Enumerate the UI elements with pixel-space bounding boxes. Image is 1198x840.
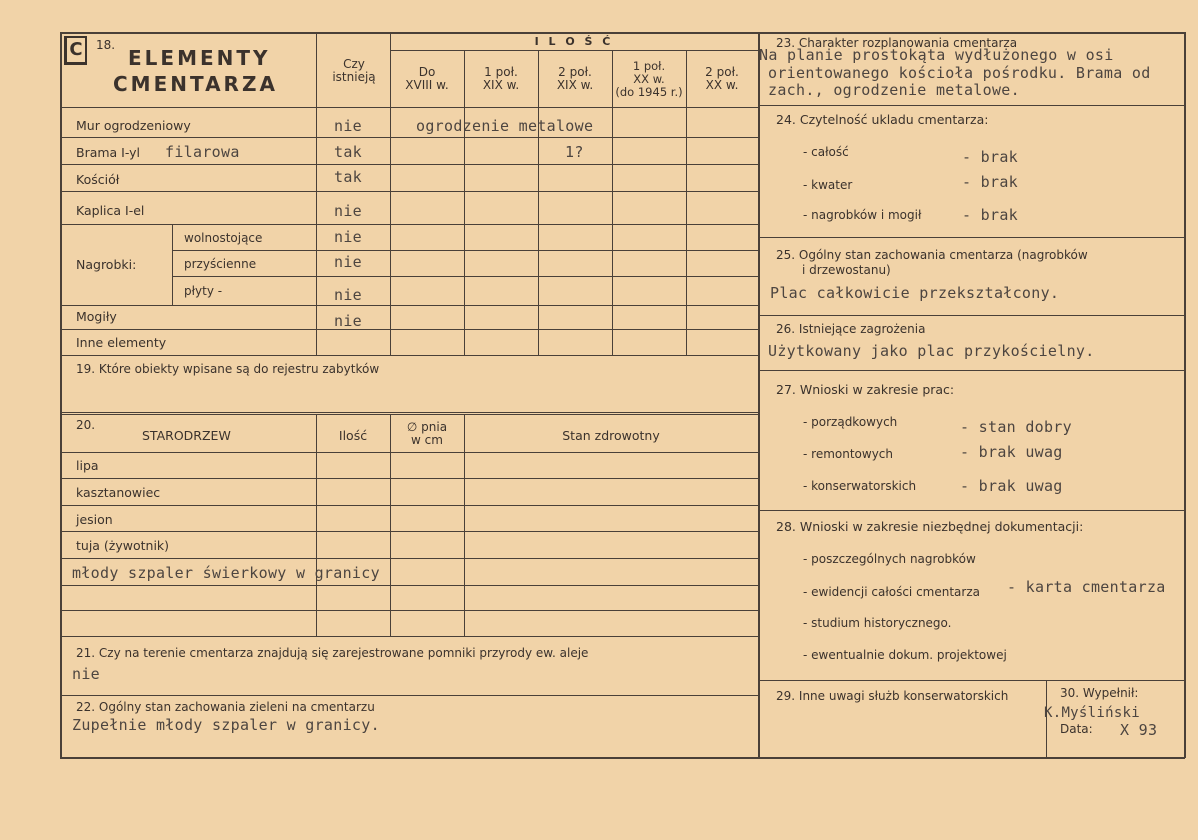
- kosciol-label: Kościół: [76, 172, 120, 187]
- s23-line1: Na planie prostokąta wydłużonego w osi: [759, 46, 1114, 64]
- s24-label: 24. Czytelność ukladu cmentarza:: [776, 112, 989, 127]
- col-exists-header: Czy istnieją: [332, 57, 376, 84]
- s27-rem: - remontowych: [803, 447, 893, 461]
- s28-d: - ewentualnie dokum. projektowej: [803, 648, 1007, 662]
- tree-jesion: jesion: [76, 512, 113, 527]
- tree-lipa: lipa: [76, 458, 99, 473]
- s27-porz: - porządkowych: [803, 415, 898, 429]
- s29-label: 29. Inne uwagi służb konserwatorskich: [776, 689, 1009, 703]
- s21-value: nie: [72, 665, 100, 683]
- wolno-value: nie: [334, 228, 362, 246]
- mogily-value: nie: [334, 312, 362, 330]
- wolno-label: wolnostojące: [184, 231, 263, 245]
- s30-label: 30. Wypełnił:: [1060, 686, 1139, 700]
- kaplica-label: Kaplica I-el: [76, 203, 145, 218]
- s22-label: 22. Ogólny stan zachowania zieleni na cmentarzu: [76, 700, 375, 714]
- brama-19b: 1?: [565, 143, 584, 161]
- ilosc-header: I L O Ś Ć: [534, 35, 614, 48]
- section-letter: C: [69, 39, 83, 60]
- col-20b-header: 2 poł. XX w.: [705, 65, 739, 92]
- title-line1: ELEMENTY: [128, 46, 271, 70]
- s24-calosc: - całość: [803, 145, 849, 159]
- s30-data-label: Data:: [1060, 722, 1093, 736]
- s28-c: - studium historycznego.: [803, 616, 952, 630]
- plyty-label: płyty -: [184, 284, 223, 298]
- s24-nagrobkow: - nagrobków i mogił: [803, 208, 922, 222]
- s25-label2: i drzewostanu): [802, 263, 891, 277]
- col-do18-header: Do XVIII w.: [405, 65, 449, 92]
- brama-value: tak: [334, 143, 362, 161]
- s20-col-ilosc: Ilość: [338, 428, 368, 443]
- s27-rem-value: - brak uwag: [960, 443, 1063, 461]
- s26-value: Użytkowany jako plac przykościelny.: [768, 342, 1095, 360]
- nagrobki-label: Nagrobki:: [76, 257, 137, 272]
- s25-value: Plac całkowicie przekształcony.: [770, 284, 1060, 302]
- przys-label: przyścienne: [184, 257, 257, 271]
- s26-label: 26. Istniejące zagrożenia: [776, 322, 926, 336]
- mur-note: ogrodzenie metalowe: [416, 117, 594, 135]
- kaplica-value: nie: [334, 202, 362, 220]
- mur-value: nie: [334, 117, 362, 135]
- s27-label: 27. Wnioski w zakresie prac:: [776, 382, 955, 397]
- s28-b-value: - karta cmentarza: [1007, 578, 1166, 596]
- s20-title: STARODRZEW: [142, 428, 231, 443]
- col-19a-header: 1 poł. XIX w.: [482, 65, 520, 92]
- inne-label: Inne elementy: [76, 335, 167, 350]
- s28-b: - ewidencji całości cmentarza: [803, 585, 980, 599]
- tree-kasztanowiec: kasztanowiec: [76, 485, 161, 500]
- s24-nagrobkow-value: - brak: [962, 206, 1018, 224]
- s30-date: X 93: [1120, 721, 1158, 739]
- tree-tuja: tuja (żywotnik): [76, 538, 170, 553]
- s20-col-stan: Stan zdrowotny: [562, 428, 660, 443]
- s21-label: 21. Czy na terenie cmentarza znajdują się zarejestrowane pomniki przyrody ew. aleje: [76, 646, 589, 660]
- mogily-label: Mogiły: [76, 309, 117, 324]
- brama-label: Brama I-yl: [76, 145, 141, 160]
- s24-kwater: - kwater: [803, 178, 853, 192]
- s19-label: 19. Które obiekty wpisane są do rejestru zabytków: [76, 362, 380, 376]
- przys-value: nie: [334, 253, 362, 271]
- section-18-number: 18.: [96, 38, 116, 52]
- plyty-value: nie: [334, 286, 362, 304]
- s28-a: - poszczególnych nagrobków: [803, 552, 976, 566]
- s20-col-pnia: ∅ pnia w cm: [406, 420, 448, 447]
- s20-number: 20.: [76, 418, 96, 432]
- s25-label1: 25. Ogólny stan zachowania cmentarza (nagrobków: [776, 248, 1088, 262]
- s24-kwater-value: - brak: [962, 173, 1018, 191]
- tree-hand-note: młody szpaler świerkowy w granicy: [72, 564, 380, 582]
- title-line2: CMENTARZA: [113, 72, 278, 96]
- s28-label: 28. Wnioski w zakresie niezbędnej dokumentacji:: [776, 519, 1084, 534]
- col-20a-header: 1 poł. XX w. (do 1945 r.): [615, 59, 683, 99]
- s24-calosc-value: - brak: [962, 148, 1018, 166]
- col-19b-header: 2 poł. XIX w.: [556, 65, 594, 92]
- s23-line2: orientowanego kościoła pośrodku. Brama od: [768, 64, 1151, 82]
- section-letter-box: [64, 36, 87, 65]
- s23-label: 23. Charakter rozplanowania cmentarza: [776, 36, 1018, 50]
- kosciol-value: tak: [334, 168, 362, 186]
- s23-line3: zach., ogrodzenie metalowe.: [768, 81, 1020, 99]
- mur-label: Mur ogrodzeniowy: [76, 118, 191, 133]
- brama-hand: filarowa: [165, 143, 240, 161]
- s27-porz-value: - stan dobry: [960, 418, 1072, 436]
- s22-value: Zupełnie młody szpaler w granicy.: [72, 716, 380, 734]
- s27-kons-value: - brak uwag: [960, 477, 1063, 495]
- s27-kons: - konserwatorskich: [803, 479, 917, 493]
- s30-name: K.Myśliński: [1044, 705, 1141, 721]
